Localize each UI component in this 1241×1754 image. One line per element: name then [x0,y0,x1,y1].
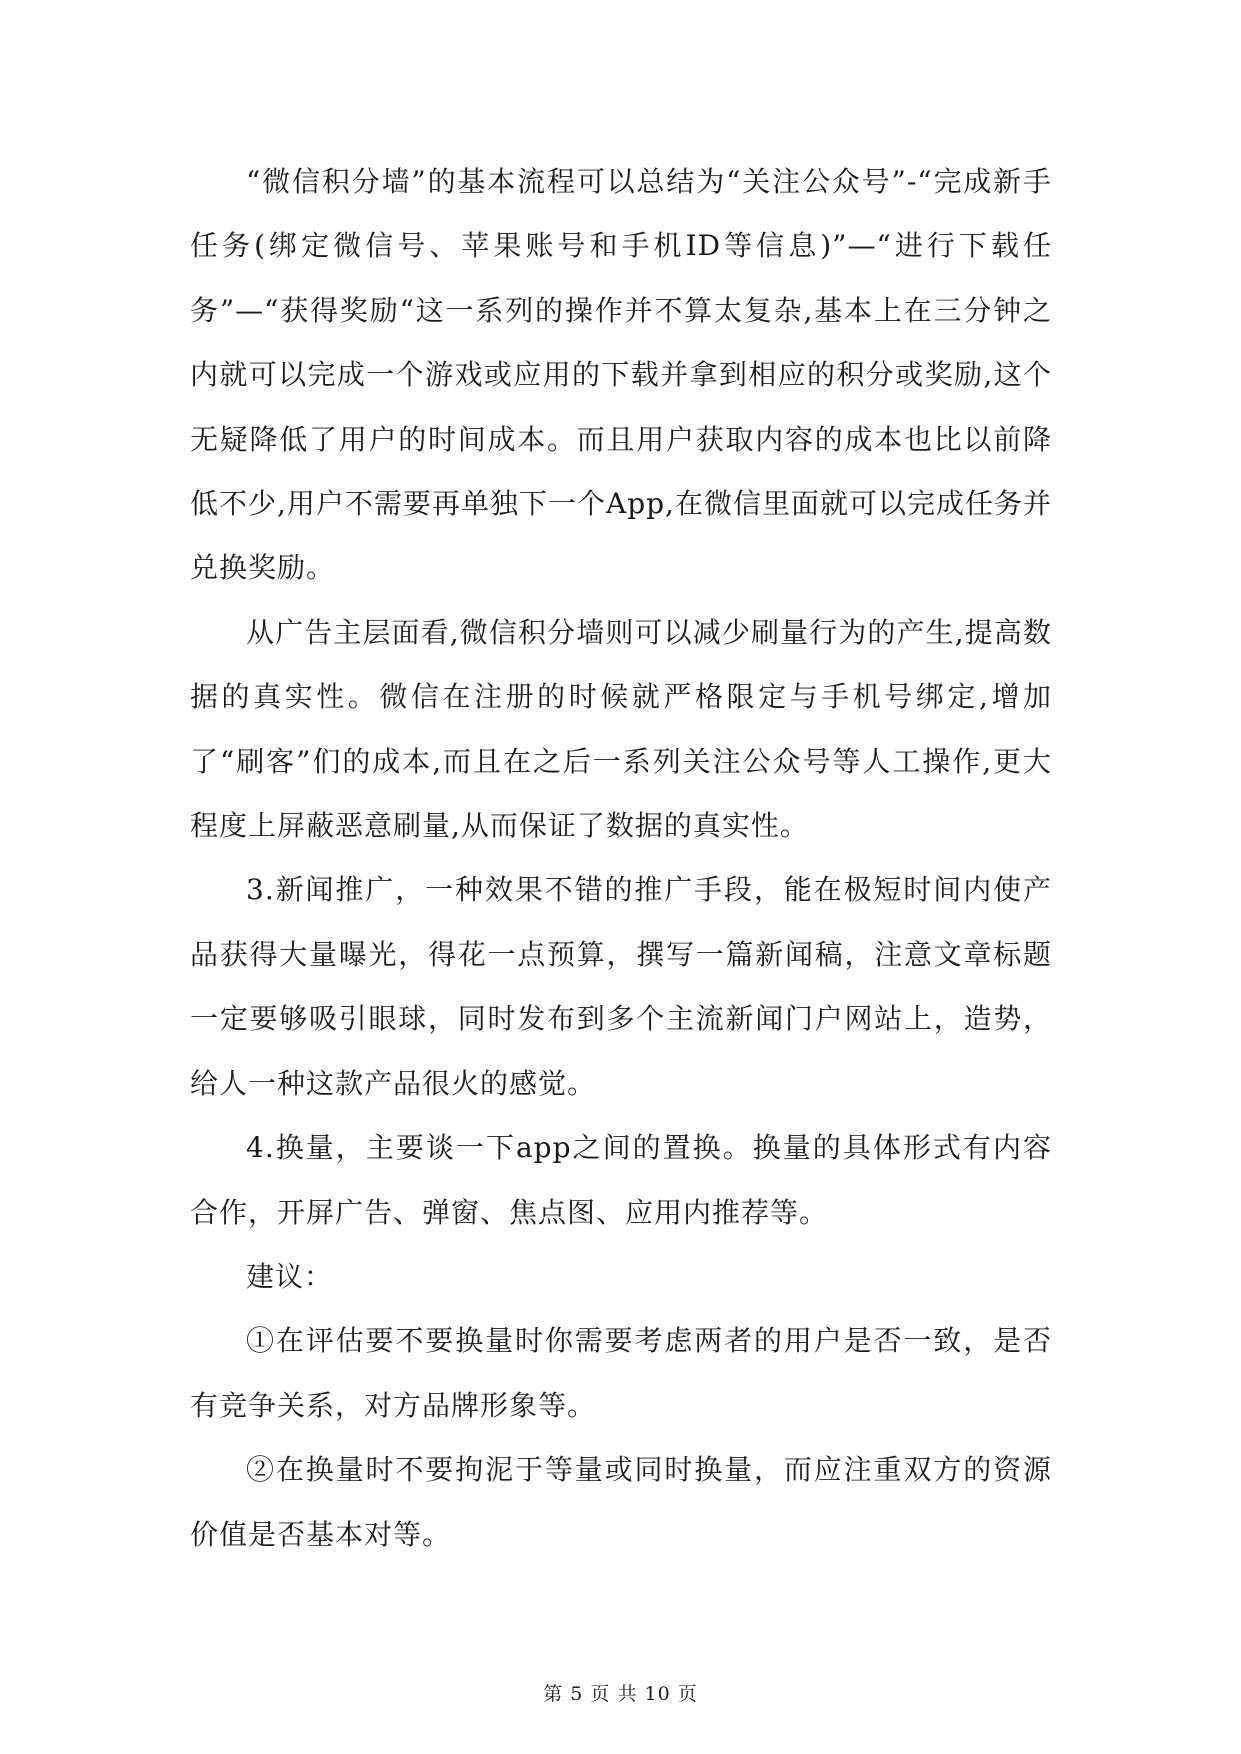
paragraph-suggestion-1: ①在评估要不要换量时你需要考虑两者的用户是否一致，是否有竞争关系，对方品牌形象等。 [190,1324,1052,1422]
page-number-footer: 第 5 页 共 10 页 [543,1683,698,1705]
document-body [190,150,1052,1567]
paragraph-traffic-exchange: 4.换量，主要谈一下app之间的置换。换量的具体形式有内容合作，开屏广告、弹窗、焦点图、应用内推荐等。 [190,1131,1052,1229]
paragraph-advertiser-perspective: 从广告主层面看,微信积分墙则可以减少刷量行为的产生,提高数据的真实性。微信在注册的时候就严格限定与手机号绑定,增加了“刷客”们的成本,而且在之后一系列关注公众号等人工操作,更大程度上屏蔽恶意刷量,从而保证了数据的真实性。 [190,615,1052,843]
paragraph-news-promotion: 3.新闻推广，一种效果不错的推广手段，能在极短时间内使产品获得大量曝光，得花一点预算，撰写一篇新闻稿，注意文章标题一定要够吸引眼球，同时发布到多个主流新闻门户网站上，造势，给人一种这款产品很火的感觉。 [190,873,1052,1100]
paragraph-suggestions-heading: 建议： [246,1259,334,1293]
paragraph-suggestion-2: ②在换量时不要拘泥于等量或同时换量，而应注重双方的资源价值是否基本对等。 [190,1453,1052,1551]
paragraph-wechat-offerwall-flow: “微信积分墙”的基本流程可以总结为“关注公众号”-“完成新手任务(绑定微信号、苹果账号和手机ID等信息)”—“进行下载任务”—“获得奖励“这一系列的操作并不算太复杂,基本上在三分钟之内就可以完成一个游戏或应用的下载并拿到相应的积分或奖励,这个无疑降低了用户的时间成本。而且用户获取内容的成本也比以前降低不少,用户不需要再单独下一个App,在微信里面就可以完成任务并兑换奖励。 [190,165,1052,585]
